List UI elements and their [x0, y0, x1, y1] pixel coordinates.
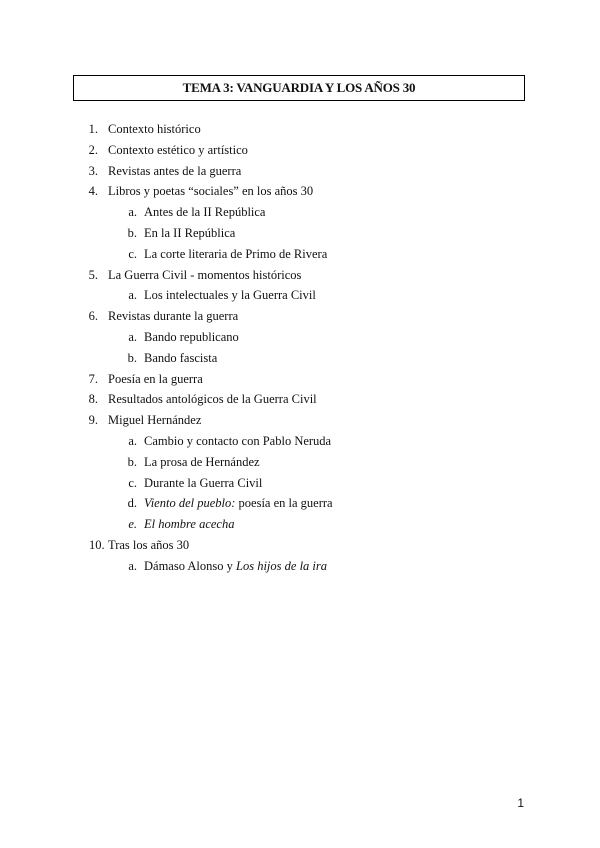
toc-subitem-6b [0, 348, 600, 369]
toc-subitem-letter: c. [128, 246, 137, 261]
toc-item-3 [0, 161, 600, 182]
toc-subitem-4c [0, 244, 600, 265]
toc-subitem-text-start: Dámaso Alonso y [144, 558, 237, 573]
toc-subitem-text: Bando fascista [144, 350, 218, 365]
toc-subitem-text: En la II República [144, 225, 236, 240]
toc-item-10 [0, 535, 600, 556]
toc-item-text: Miguel Hernández [108, 413, 202, 428]
toc-item-number: 4. [88, 184, 98, 199]
toc-subitem-text [144, 556, 327, 577]
toc-item-text: Resultados antológicos de la Guerra Civil [108, 392, 317, 407]
toc-item-number: 9. [88, 413, 98, 428]
toc-subitem-9e [0, 514, 600, 535]
toc-subitem-4b [0, 223, 600, 244]
toc-subitem-6a [0, 327, 600, 348]
toc-subitem-letter: b. [127, 225, 137, 240]
page-title: TEMA 3: VANGUARDIA Y LOS AÑOS 30 [182, 80, 416, 95]
toc-item-text: Contexto estético y artístico [108, 142, 248, 157]
toc-item-text: Poesía en la guerra [108, 371, 203, 386]
toc-item-9 [0, 410, 600, 431]
toc-item-number: 10. [89, 537, 105, 552]
toc-subitem-text: Antes de la II República [144, 205, 266, 220]
toc-item-1 [0, 119, 600, 140]
toc-item-4 [0, 181, 600, 202]
toc-item-text: Libros y poetas “sociales” en los años 30 [108, 184, 314, 199]
toc-item-number: 7. [88, 371, 98, 386]
toc-item-6 [0, 306, 600, 327]
toc-subitem-9a [0, 431, 600, 452]
page-title-box [73, 75, 525, 101]
toc-subitem-text: La prosa de Hernández [144, 454, 260, 469]
toc-subitem-text: La corte literaria de Primo de Rivera [144, 246, 328, 261]
toc-subitem-text: Los intelectuales y la Guerra Civil [144, 288, 316, 303]
toc-item-number: 8. [88, 392, 98, 407]
toc-subitem-letter: e. [128, 517, 137, 532]
toc-subitem-letter: c. [128, 475, 137, 490]
toc-subitem-9c [0, 473, 600, 494]
toc-subitem-9b [0, 452, 600, 473]
page-number: 1 [517, 796, 524, 810]
toc-subitem-letter: a. [128, 433, 137, 448]
toc-subitem-text-rest: poesía en la guerra [235, 496, 333, 511]
toc-subitem-letter: d. [127, 496, 137, 511]
toc-subitem-letter: a. [128, 558, 137, 573]
toc-item-8 [0, 389, 600, 410]
toc-subitem-letter: b. [127, 350, 137, 365]
toc-subitem-letter: a. [128, 205, 137, 220]
book-title-italic: Los hijos de la ira [236, 558, 328, 573]
toc-item-text: Revistas durante la guerra [108, 309, 239, 324]
toc-item-number: 5. [88, 267, 98, 282]
toc-item-number: 1. [88, 122, 98, 136]
toc-item-2 [0, 140, 600, 161]
toc-item-number: 3. [88, 163, 98, 178]
toc-subitem-letter: b. [127, 454, 137, 469]
toc-subitem-text: Bando republicano [144, 329, 239, 344]
book-title-italic: Viento del pueblo: [144, 496, 236, 511]
toc-subitem-text: Durante la Guerra Civil [144, 475, 263, 490]
toc-subitem-text: Cambio y contacto con Pablo Neruda [144, 433, 332, 448]
toc-subitem-9d [0, 493, 600, 514]
toc-subitem-10a [0, 556, 600, 577]
toc-item-text: Tras los años 30 [108, 537, 190, 552]
table-of-contents [0, 119, 600, 577]
toc-item-number: 2. [88, 142, 98, 157]
toc-item-7 [0, 369, 600, 390]
toc-item-number: 6. [88, 309, 98, 324]
toc-item-text: Contexto histórico [108, 122, 201, 136]
toc-item-5 [0, 265, 600, 286]
toc-subitem-text: El hombre acecha [144, 517, 235, 532]
toc-item-text: Revistas antes de la guerra [108, 163, 242, 178]
toc-subitem-text [144, 493, 333, 514]
toc-subitem-5a [0, 285, 600, 306]
toc-subitem-4a [0, 202, 600, 223]
toc-item-text: La Guerra Civil - momentos históricos [108, 267, 302, 282]
toc-subitem-letter: a. [128, 329, 137, 344]
toc-subitem-letter: a. [128, 288, 137, 303]
